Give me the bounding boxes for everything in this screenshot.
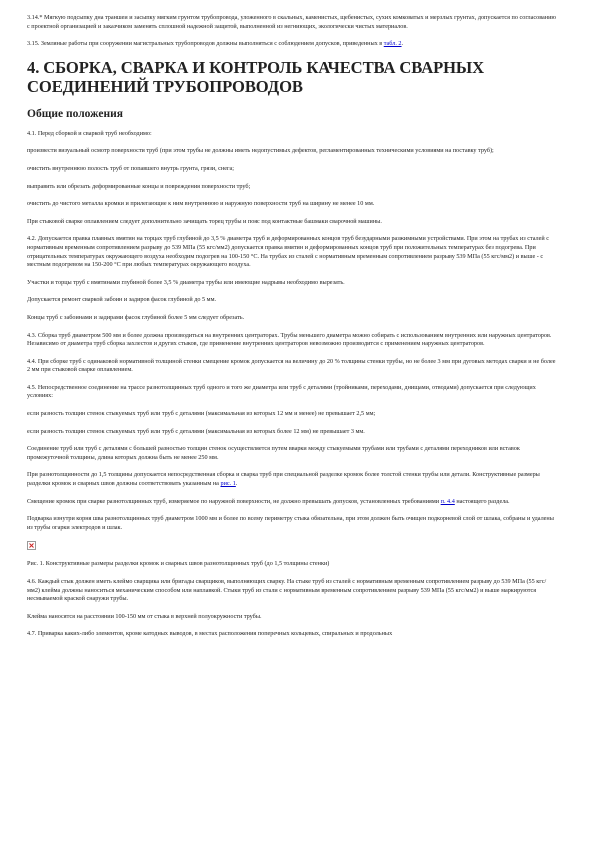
paragraph-3-15-text: 3.15. Земляные работы при сооружении магистральных трубопроводов должны выполняться с соблюдением допусков, приведенных в <box>27 40 384 48</box>
section-title: 4. СБОРКА, СВАРКА И КОНТРОЛЬ КАЧЕСТВА СВАРНЫХ СОЕДИНЕНИЙ ТРУБОПРОВОДОВ <box>27 57 484 97</box>
link-clause-4-4[interactable]: п. 4.4 <box>440 497 455 505</box>
paragraph: произвести визуальный осмотр поверхности труб (при этом трубы не должны иметь недопустимых дефектов, регламентированных техническими условиями на поставку труб); <box>27 147 494 155</box>
paragraph: 4.1. Перед сборкой и сваркой труб необходимо: <box>27 129 152 137</box>
paragraph: 4.6. Каждый стык должен иметь клеймо сварщика или бригады сварщиков, выполняющих сварку. На стыке труб из сталей с нормативным временным сопротивлением разрыву до 539 МПа (55 кгс/мм2) клейма должны наноситься механическим способом или наплавкой. Стыки труб из стали с нормативным временным сопротивлением разрыву 539 МПа (55 кгс/мм2) и выше маркируются несмываемой краской снаружи трубы. <box>27 578 547 603</box>
paragraph: если разность толщин стенок стыкуемых труб или труб с деталями (максимальная из которых более 12 мм) не превышает 3 мм. <box>27 427 365 435</box>
paragraph: Подварка изнутри корня шва разнотолщинных труб диаметром 1000 мм и более по всему периметру стыка обязательна, при этом должен быть очищен подкорневой слой от шлака, собраны и удалены из трубы огарки электродов и шлак. <box>27 515 554 531</box>
paragraph: очистить внутреннюю полость труб от попавшего внутрь грунта, грязи, снега; <box>27 164 234 172</box>
paragraph: Клейма наносятся на расстоянии 100-150 мм от стыка в верхней полуокружности трубы. <box>27 612 262 620</box>
paragraph: 4.5. Непосредственное соединение на трассе разнотолщинных труб одного и того же диаметра или труб с деталями (тройниками, переходами, днищами, отводами) допускается при следующих условиях: <box>27 383 536 400</box>
paragraph: 4.3. Сборка труб диаметром 500 мм и более должна производиться на внутренних центраторах. Трубы меньшего диаметра можно собирать с использованием внутренних или наружных центраторов. Независимо от диаметра труб сборка захлестов и других стыков, где применение внутренних центраторов невозможно производится с применением наружных центраторов. <box>27 331 552 348</box>
paragraph-offset <box>27 498 559 507</box>
offset-text: Смещение кромок при сварке разнотолщинных труб, измеряемое по наружной поверхности, не должно превышать допусков, установленных требованиями <box>27 497 441 505</box>
paragraph: Участки и торцы труб с вмятинами глубиной более 3,5 % диаметра трубы или имеющие надрывы необходимо вырезать. <box>27 278 345 286</box>
offset-tail: настоящего раздела. <box>454 497 510 505</box>
paragraph: если разность толщин стенок стыкуемых труб или труб с деталями (максимальная из которых 12 мм и менее) не превышает 2,5 мм; <box>27 410 376 418</box>
figure-ref-tail: . <box>235 480 238 488</box>
paragraph-figure-ref <box>27 471 559 488</box>
paragraph: 4.7. Приварка каких-либо элементов, кроме катодных выводов, в местах расположения поперечных кольцевых, спиральных и продольных <box>27 630 393 638</box>
paragraph-3-14: 3.14.* Мягкую подсыпку дна траншеи и засыпку мягким грунтом трубопровода, уложенного в скальных, каменистых, щебенистых, сухих комковатых и мерзлых грунтах, допускается по согласованию с проектной организацией и заказчиком заменять сплошной надежной защитой, выполненной из негниющих, экологически чистых материалов. <box>27 14 557 30</box>
paragraph: Соединение труб или труб с деталями с большей разностью толщин стенок осуществляется путем вварки между стыкуемыми трубами или трубами с деталями переходников или вставок промежуточной толщины, длина которых должна быть не менее 250 мм. <box>27 445 520 461</box>
subsection-title: Общие положения <box>27 107 123 120</box>
paragraph: очистить до чистого металла кромки и прилегающие к ним внутреннюю и наружную поверхности труб на ширину не менее 10 мм. <box>27 200 375 208</box>
paragraph: 4.2. Допускается правка плавных вмятин на торцах труб глубиной до 3,5 % диаметра труб и деформированных концов труб безударными разжимными устройствами. При этом на трубах из сталей с нормативным временным сопротивлением разрыву до 539 МПа (55 кгс/мм2) допускается правка вмятин и деформированных концов труб при положительных температурах без подогрева. При отрицательных температурах окружающего воздуха необходим подогрев на 100-150 °С. На трубах из сталей с нормативным временным сопротивлением разрыву 539 МПа (55 кгс/мм2) и выше - с местным подогревом на 150-200 °С при любых температурах окружающего воздуха. <box>27 235 549 269</box>
broken-image-icon <box>27 541 36 550</box>
paragraph: Концы труб с забоинами и задирами фасок глубиной более 5 мм следует обрезать. <box>27 313 245 321</box>
figure-caption: Рис. 1. Конструктивные размеры разделки кромок и сварных швов разнотолщинных труб (до 1,5 толщины стенки) <box>27 560 330 568</box>
paragraph: Допускается ремонт сваркой забоин и задиров фасок глубиной до 5 мм. <box>27 296 217 304</box>
paragraph-3-15-tail: . <box>401 40 404 48</box>
figure-ref-text: При разнотолщинности до 1,5 толщины допускается непосредственная сборка и сварка труб при специальной разделке кромок более толстой стенки трубы или детали. Конструктивные размеры разделки кромок и сварных швов должны соответствовать указанным на <box>27 471 540 488</box>
paragraph: 4.4. При сборке труб с одинаковой нормативной толщиной стенки смещение кромок допускается на величину до 20 % толщины стенки трубы, но не более 3 мм при дуговых методах сварки и не более 2 мм при стыковой сварке оплавлением. <box>27 357 556 374</box>
paragraph: выправить или обрезать деформированные концы и повреждения поверхности труб; <box>27 182 251 190</box>
paragraph: При стыковой сварке оплавлением следует дополнительно зачищать торец трубы и пояс под контактные башмаки сварочной машины. <box>27 217 382 225</box>
link-figure-1[interactable]: рис. 1 <box>220 480 236 488</box>
paragraph-3-15 <box>27 40 559 49</box>
link-table-2[interactable]: табл. 2 <box>383 40 402 48</box>
